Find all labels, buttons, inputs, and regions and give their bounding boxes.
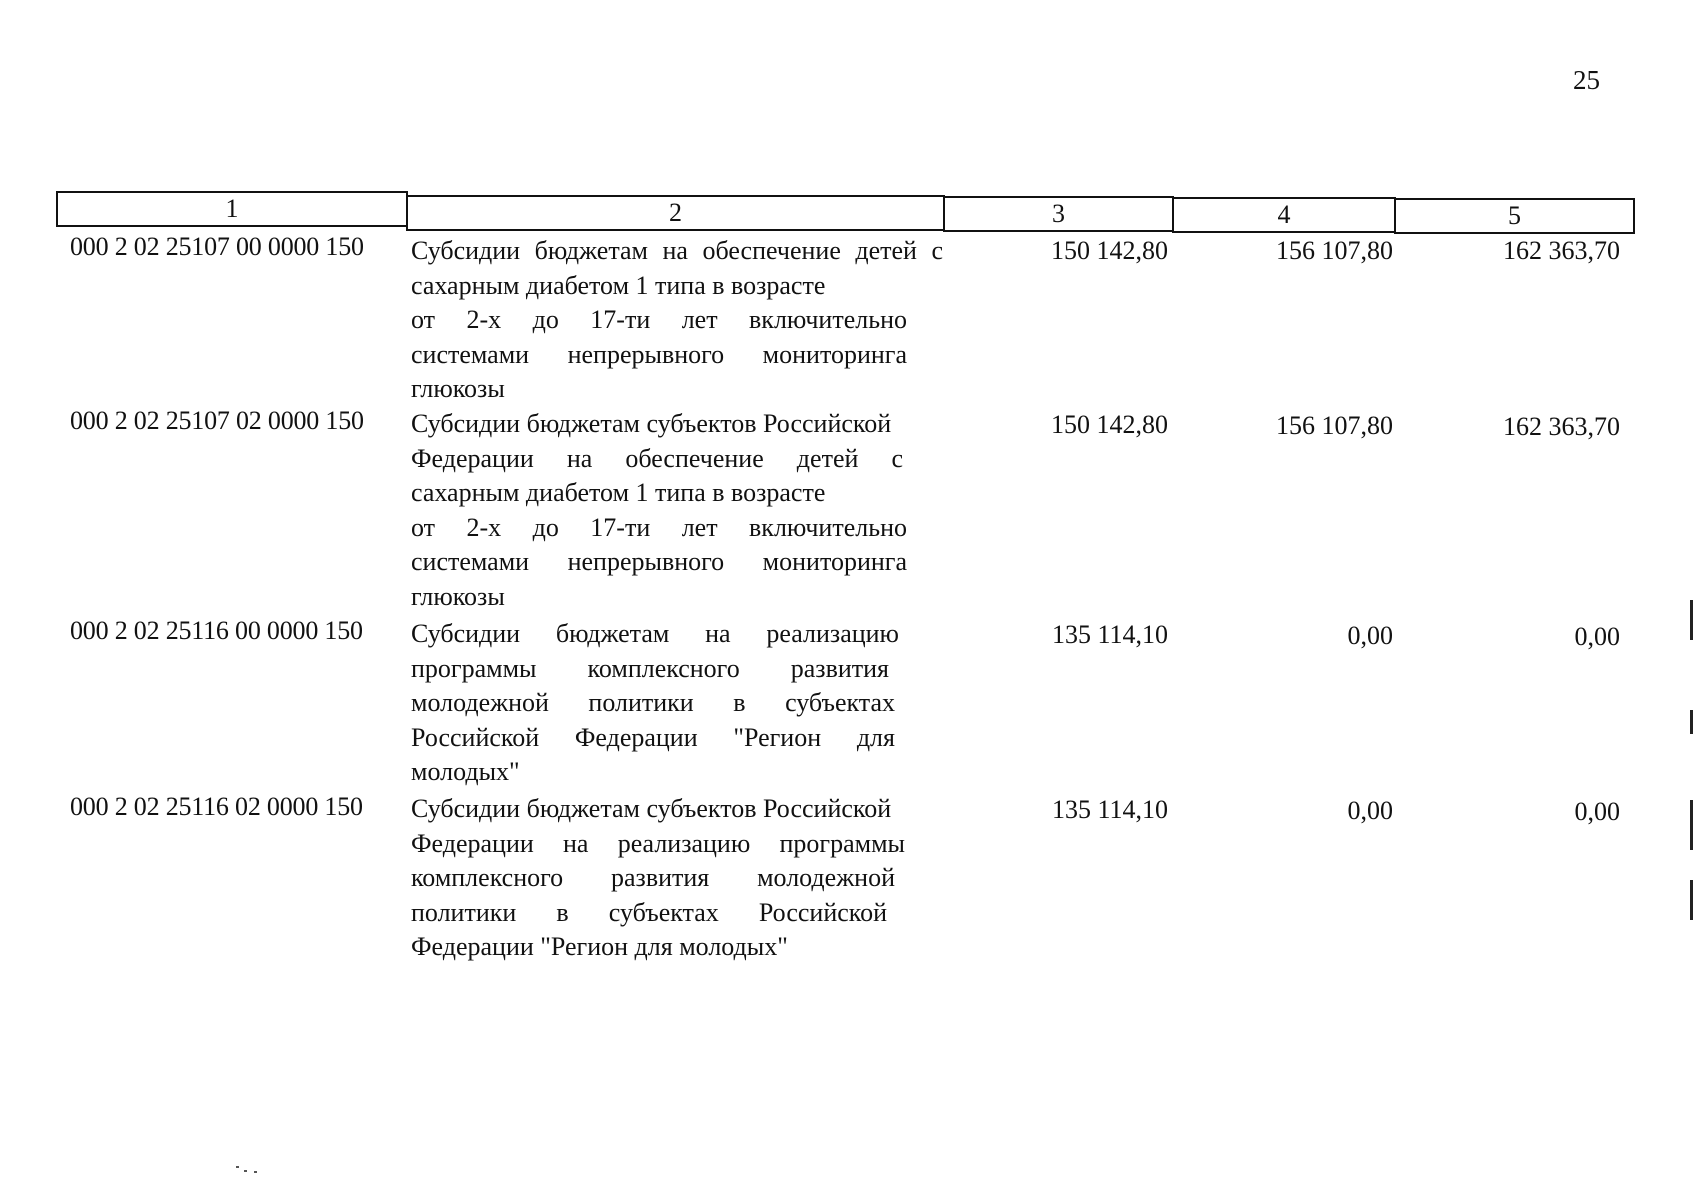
table-row-2-col5: 162 363,70 — [1503, 412, 1620, 441]
description-line: молодых" — [411, 757, 520, 786]
table-row-3-col4: 0,00 — [1347, 621, 1393, 650]
description-line: от 2-х до 17-ти лет включительно — [411, 305, 907, 334]
description-line: Федерации на реализацию программы — [411, 828, 905, 858]
table-row-2-col3: 150 142,80 — [1051, 410, 1168, 439]
table-row-4-description — [411, 792, 943, 965]
table-row-4-col3: 135 114,10 — [1051, 795, 1168, 824]
description-line: Российской Федерации "Регион для — [411, 722, 895, 752]
table-row-1-description — [411, 234, 943, 407]
table-header-cell-4: 4 — [1172, 197, 1396, 233]
description-line: системами непрерывного мониторинга — [411, 547, 907, 576]
page-number: 25 — [1573, 65, 1600, 95]
scan-edge-mark — [1690, 710, 1693, 734]
description-line: Субсидии бюджетам субъектов Российской — [411, 409, 892, 438]
table-row-4-col4: 0,00 — [1347, 796, 1393, 825]
description-line: Федерации "Регион для молодых" — [411, 932, 788, 961]
table-row-1-col4: 156 107,80 — [1276, 236, 1393, 265]
table-row-1-code: 000 2 02 25107 00 0000 150 — [70, 232, 364, 261]
table-row-2-code: 000 2 02 25107 02 0000 150 — [70, 406, 364, 435]
description-line: Субсидии бюджетам субъектов Российской — [411, 794, 892, 823]
scan-edge-mark — [1690, 600, 1693, 640]
description-line: сахарным диабетом 1 типа в возрасте — [411, 270, 826, 300]
scan-speck — [236, 1166, 239, 1168]
scan-edge-mark — [1690, 800, 1693, 850]
table-row-2-col4: 156 107,80 — [1276, 411, 1393, 440]
table-header-cell-5: 5 — [1394, 198, 1635, 234]
description-line: от 2-х до 17-ти лет включительно — [411, 512, 907, 542]
description-line: программы комплексного развития — [411, 653, 889, 683]
scan-speck — [244, 1170, 247, 1172]
table-row-1-col3: 150 142,80 — [1051, 236, 1168, 265]
table-row-2-description — [411, 407, 943, 614]
description-line: системами непрерывного мониторинга — [411, 339, 907, 369]
scan-edge-mark — [1690, 880, 1693, 920]
table-header-cell-3: 3 — [943, 196, 1174, 232]
table-header-cell-1: 1 — [56, 191, 408, 227]
description-line: глюкозы — [411, 374, 505, 403]
table-row-3-code: 000 2 02 25116 00 0000 150 — [70, 616, 363, 645]
table-row-3-description — [411, 617, 943, 790]
table-row-4-col5: 0,00 — [1574, 797, 1620, 826]
description-line: молодежной политики в субъектах — [411, 688, 895, 717]
table-row-3-col3: 135 114,10 — [1051, 620, 1168, 649]
description-line: комплексного развития молодежной — [411, 863, 895, 892]
description-line: Федерации на обеспечение детей с — [411, 443, 903, 473]
description-line: политики в субъектах Российской — [411, 897, 887, 927]
description-line: Субсидии бюджетам на обеспечение детей с — [411, 236, 943, 265]
table-row-4-code: 000 2 02 25116 02 0000 150 — [70, 792, 363, 821]
description-line: сахарным диабетом 1 типа в возрасте — [411, 478, 826, 507]
scan-speck — [254, 1171, 257, 1173]
table-row-1-col5: 162 363,70 — [1503, 236, 1620, 265]
description-line: глюкозы — [411, 581, 505, 611]
description-line: Субсидии бюджетам на реализацию — [411, 619, 899, 648]
table-header-cell-2: 2 — [406, 195, 945, 231]
table-row-3-col5: 0,00 — [1574, 622, 1620, 651]
